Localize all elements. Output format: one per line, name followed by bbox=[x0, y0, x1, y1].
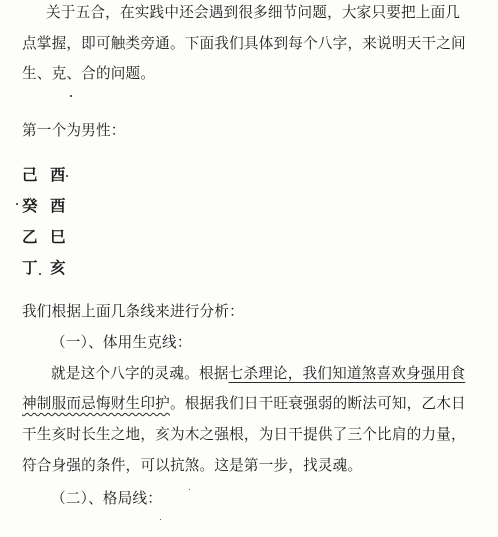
section-2-title: （二）、格局线： bbox=[51, 490, 163, 507]
scan-speck bbox=[70, 95, 72, 97]
bazi-gan-year: 己 bbox=[22, 165, 38, 184]
body-line-1-plain: 就是这个八字的灵魂。根据 bbox=[51, 365, 229, 382]
scan-speck bbox=[39, 273, 41, 275]
bazi-gan-hour: 丁 bbox=[22, 258, 38, 277]
bazi-zhi-hour: 亥 bbox=[50, 258, 66, 277]
scan-speck bbox=[189, 489, 190, 490]
body-line-2 bbox=[22, 394, 466, 414]
bazi-gan-month: 癸 bbox=[22, 196, 38, 215]
body-line-2-plain: 。根据我们日干旺衰强弱的断法可知，乙木日 bbox=[169, 395, 466, 412]
underlined-seven-killings-theory: 七杀理论，我们知道煞喜欢身强用食 bbox=[228, 365, 466, 382]
bazi-zhi-month: 酉 bbox=[50, 196, 66, 215]
scan-speck bbox=[160, 519, 161, 520]
body-line-3: 干生亥时长生之地，亥为木之强根，为日干提供了三个比肩的力量， bbox=[22, 426, 466, 443]
scan-speck bbox=[16, 203, 18, 205]
intro-line-3: 生、克、合的问题。 bbox=[22, 65, 156, 82]
bazi-zhi-day: 巳 bbox=[50, 227, 66, 246]
scan-speck bbox=[66, 175, 68, 177]
underlined-food-god-phrase: 神制服而忌悔财生印护 bbox=[22, 395, 170, 412]
intro-line-1: 关于五合，在实践中还会遇到很多细节问题，大家只要把上面几 bbox=[46, 4, 461, 21]
intro-line-2: 点掌握，即可触类旁通。下面我们具体到每个八字，来说明天干之间 bbox=[22, 35, 466, 52]
first-case-label: 第一个为男性： bbox=[22, 122, 126, 139]
bazi-gan-day: 乙 bbox=[22, 227, 38, 246]
body-line-1 bbox=[51, 364, 465, 384]
section-1-title: （一）、体用生克线： bbox=[51, 334, 192, 351]
analysis-intro: 我们根据上面几条线来进行分析： bbox=[22, 303, 244, 320]
body-line-4: 符合身强的条件，可以抗煞。这是第一步，找灵魂。 bbox=[22, 457, 363, 474]
bazi-zhi-year: 酉 bbox=[50, 165, 66, 184]
